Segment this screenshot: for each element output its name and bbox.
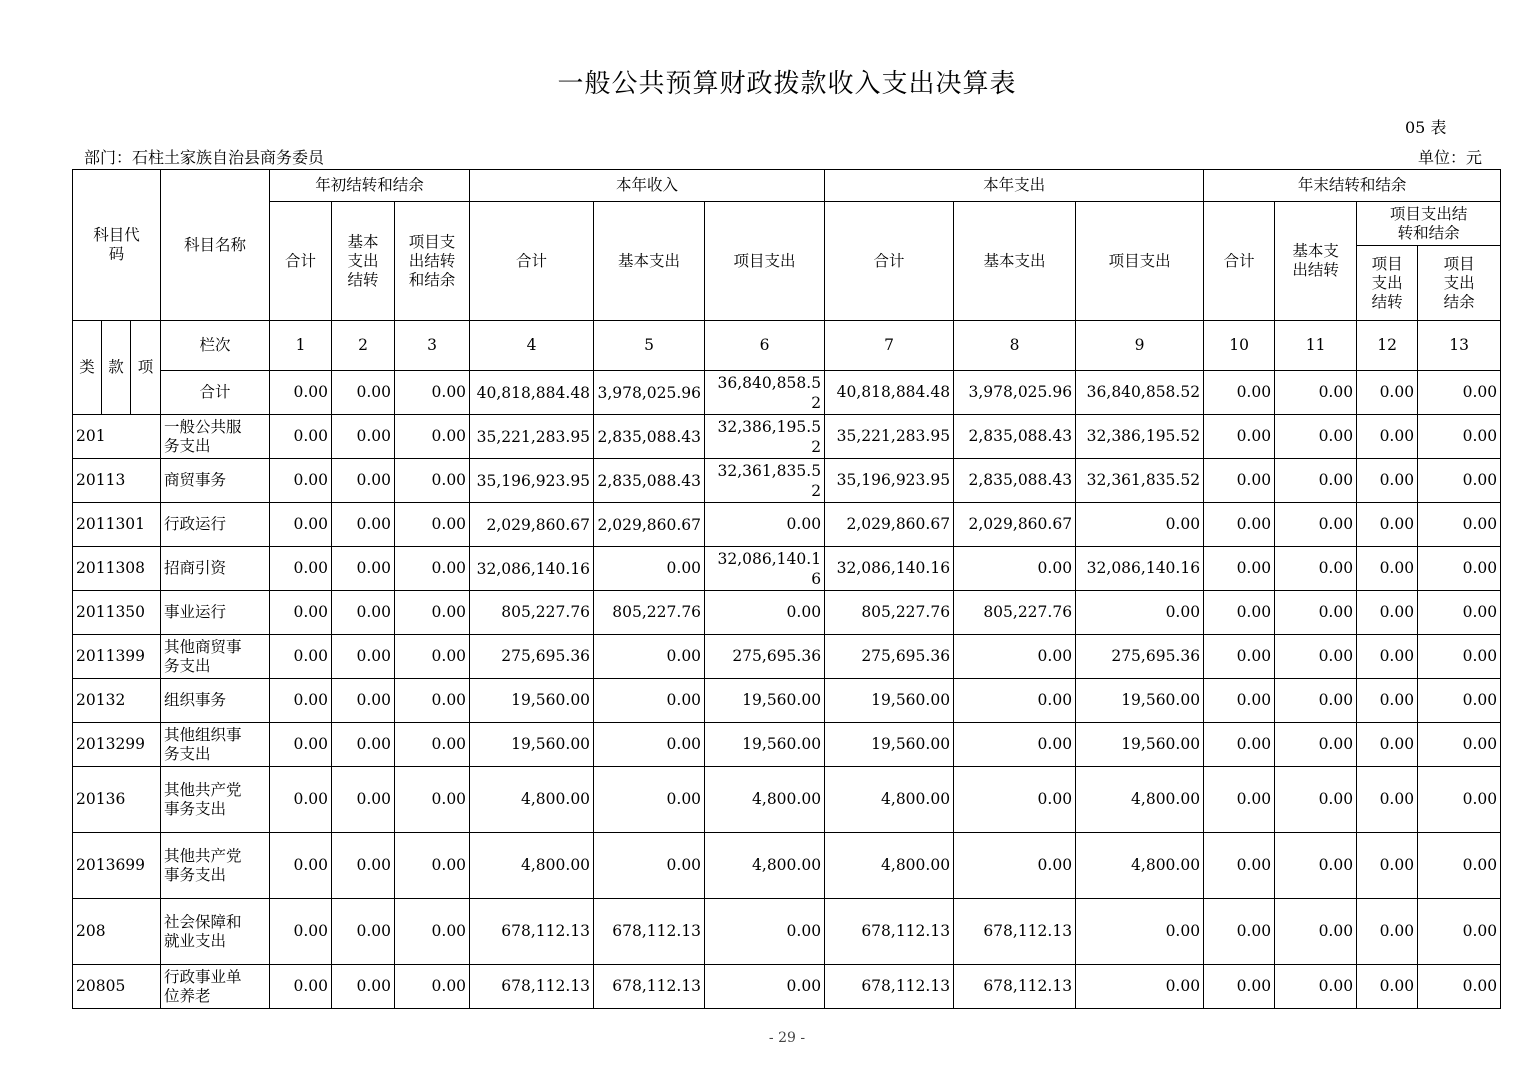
value-cell: 0.00 — [395, 547, 470, 591]
value-cell: 0.00 — [395, 679, 470, 723]
value-cell: 0.00 — [270, 415, 332, 459]
value-cell: 4,800.00 — [825, 767, 954, 833]
department-label: 部门：石柱土家族自治县商务委员 — [84, 148, 325, 167]
value-cell: 2,835,088.43 — [594, 415, 705, 459]
table-row — [73, 723, 1501, 767]
table-row — [73, 899, 1501, 965]
value-cell: 2,029,860.67 — [470, 503, 594, 547]
value-cell: 19,560.00 — [1076, 723, 1204, 767]
subject-code-cell: 2011308 — [73, 547, 161, 591]
value-cell: 0.00 — [594, 635, 705, 679]
col-number: 13 — [1418, 321, 1501, 371]
total-cell: 0.00 — [332, 371, 395, 415]
value-cell: 0.00 — [332, 635, 395, 679]
value-cell: 0.00 — [954, 833, 1076, 899]
value-cell: 0.00 — [1418, 899, 1501, 965]
col-number: 12 — [1357, 321, 1418, 371]
table-row — [73, 415, 1501, 459]
subject-name-cell: 组织事务 — [161, 679, 270, 723]
value-cell: 0.00 — [1275, 547, 1357, 591]
value-cell: 0.00 — [1357, 415, 1418, 459]
table-row — [73, 833, 1501, 899]
value-cell: 2,835,088.43 — [954, 415, 1076, 459]
value-cell: 0.00 — [954, 547, 1076, 591]
subject-code-cell: 2011350 — [73, 591, 161, 635]
budget-table — [72, 169, 1501, 1009]
value-cell: 0.00 — [395, 591, 470, 635]
value-cell: 0.00 — [332, 899, 395, 965]
value-cell: 678,112.13 — [470, 899, 594, 965]
value-cell: 19,560.00 — [1076, 679, 1204, 723]
total-cell: 40,818,884.48 — [470, 371, 594, 415]
col-number: 8 — [954, 321, 1076, 371]
value-cell: 0.00 — [1076, 591, 1204, 635]
header-end-basic: 基本支出结转 — [1275, 202, 1357, 321]
header-income-project: 项目支出 — [705, 202, 825, 321]
value-cell: 19,560.00 — [470, 723, 594, 767]
value-cell: 0.00 — [1275, 767, 1357, 833]
table-body — [73, 415, 1501, 1009]
table-row — [73, 965, 1501, 1009]
value-cell: 2,835,088.43 — [594, 459, 705, 503]
value-cell: 0.00 — [1204, 547, 1275, 591]
value-cell: 35,221,283.95 — [470, 415, 594, 459]
value-cell: 0.00 — [270, 723, 332, 767]
value-cell: 19,560.00 — [705, 723, 825, 767]
value-cell: 0.00 — [395, 459, 470, 503]
value-cell: 805,227.76 — [954, 591, 1076, 635]
value-cell: 32,386,195.52 — [1076, 415, 1204, 459]
value-cell: 0.00 — [1275, 503, 1357, 547]
value-cell: 0.00 — [1418, 965, 1501, 1009]
subject-name-cell: 社会保障和就业支出 — [161, 899, 270, 965]
value-cell: 0.00 — [705, 965, 825, 1009]
value-cell: 805,227.76 — [825, 591, 954, 635]
value-cell: 0.00 — [1204, 635, 1275, 679]
document-title: 一般公共预算财政拨款收入支出决算表 — [557, 69, 1017, 99]
value-cell: 0.00 — [1275, 833, 1357, 899]
table-row — [73, 635, 1501, 679]
header-income-total: 合计 — [470, 202, 594, 321]
col-number: 1 — [270, 321, 332, 371]
value-cell: 0.00 — [1275, 679, 1357, 723]
value-cell: 275,695.36 — [1076, 635, 1204, 679]
value-cell: 0.00 — [1275, 965, 1357, 1009]
value-cell: 0.00 — [270, 503, 332, 547]
subject-code-cell: 20805 — [73, 965, 161, 1009]
value-cell: 805,227.76 — [470, 591, 594, 635]
value-cell: 0.00 — [395, 965, 470, 1009]
total-cell: 0.00 — [395, 371, 470, 415]
value-cell: 0.00 — [270, 899, 332, 965]
value-cell: 19,560.00 — [825, 723, 954, 767]
value-cell: 678,112.13 — [594, 899, 705, 965]
header-expense-project: 项目支出 — [1076, 202, 1204, 321]
value-cell: 0.00 — [594, 833, 705, 899]
total-cell: 36,840,858.52 — [705, 371, 825, 415]
value-cell: 0.00 — [1204, 679, 1275, 723]
value-cell: 678,112.13 — [825, 899, 954, 965]
value-cell: 0.00 — [395, 833, 470, 899]
value-cell: 0.00 — [1357, 767, 1418, 833]
col-number: 7 — [825, 321, 954, 371]
value-cell: 0.00 — [1357, 965, 1418, 1009]
value-cell: 0.00 — [1076, 899, 1204, 965]
value-cell: 0.00 — [270, 679, 332, 723]
value-cell: 0.00 — [395, 899, 470, 965]
subject-code-cell: 208 — [73, 899, 161, 965]
value-cell: 678,112.13 — [594, 965, 705, 1009]
value-cell: 0.00 — [1418, 459, 1501, 503]
value-cell: 0.00 — [332, 459, 395, 503]
value-cell: 0.00 — [1204, 899, 1275, 965]
header-group-end: 年末结转和结余 — [1204, 170, 1501, 202]
header-income-basic: 基本支出 — [594, 202, 705, 321]
value-cell: 0.00 — [332, 503, 395, 547]
header-begin-total: 合计 — [270, 202, 332, 321]
col-number: 2 — [332, 321, 395, 371]
col-number: 11 — [1275, 321, 1357, 371]
value-cell: 0.00 — [395, 503, 470, 547]
subject-code-cell: 20113 — [73, 459, 161, 503]
value-cell: 805,227.76 — [594, 591, 705, 635]
col-number: 5 — [594, 321, 705, 371]
value-cell: 0.00 — [1076, 503, 1204, 547]
total-row-label: 合计 — [161, 371, 270, 415]
subject-name-cell: 行政事业单位养老 — [161, 965, 270, 1009]
value-cell: 0.00 — [332, 547, 395, 591]
value-cell: 0.00 — [1275, 415, 1357, 459]
value-cell: 0.00 — [1204, 833, 1275, 899]
value-cell: 32,086,140.16 — [705, 547, 825, 591]
total-cell: 3,978,025.96 — [594, 371, 705, 415]
value-cell: 0.00 — [1275, 899, 1357, 965]
value-cell: 4,800.00 — [705, 833, 825, 899]
value-cell: 678,112.13 — [470, 965, 594, 1009]
value-cell: 0.00 — [1275, 591, 1357, 635]
value-cell: 0.00 — [270, 591, 332, 635]
value-cell: 0.00 — [270, 965, 332, 1009]
value-cell: 0.00 — [270, 635, 332, 679]
value-cell: 0.00 — [705, 591, 825, 635]
value-cell: 2,835,088.43 — [954, 459, 1076, 503]
value-cell: 35,196,923.95 — [470, 459, 594, 503]
value-cell: 678,112.13 — [954, 965, 1076, 1009]
header-expense-total: 合计 — [825, 202, 954, 321]
value-cell: 2,029,860.67 — [954, 503, 1076, 547]
value-cell: 0.00 — [1275, 459, 1357, 503]
value-cell: 0.00 — [594, 679, 705, 723]
col-number: 10 — [1204, 321, 1275, 371]
header-kuan: 款 — [102, 321, 131, 415]
table-row — [73, 503, 1501, 547]
value-cell: 275,695.36 — [705, 635, 825, 679]
value-cell: 0.00 — [1204, 965, 1275, 1009]
value-cell: 0.00 — [954, 723, 1076, 767]
value-cell: 0.00 — [270, 547, 332, 591]
header-begin-basic: 基本支出结转 — [332, 202, 395, 321]
header-end-project-carry: 项目支出结转 — [1357, 246, 1418, 321]
value-cell: 0.00 — [1275, 635, 1357, 679]
value-cell: 0.00 — [395, 723, 470, 767]
header-xiang: 项 — [131, 321, 161, 415]
value-cell: 32,386,195.52 — [705, 415, 825, 459]
unit-label: 单位：元 — [1418, 148, 1483, 167]
col-number: 9 — [1076, 321, 1204, 371]
value-cell: 0.00 — [954, 767, 1076, 833]
header-group-expense: 本年支出 — [825, 170, 1204, 202]
value-cell: 0.00 — [1418, 635, 1501, 679]
total-row — [73, 371, 1501, 415]
header-column-label: 栏次 — [161, 321, 270, 371]
value-cell: 0.00 — [1357, 635, 1418, 679]
value-cell: 32,086,140.16 — [1076, 547, 1204, 591]
subject-code-cell: 20136 — [73, 767, 161, 833]
value-cell: 0.00 — [705, 899, 825, 965]
total-cell: 0.00 — [1275, 371, 1357, 415]
value-cell: 0.00 — [1418, 503, 1501, 547]
value-cell: 0.00 — [1357, 459, 1418, 503]
value-cell: 0.00 — [395, 415, 470, 459]
value-cell: 0.00 — [332, 679, 395, 723]
value-cell: 35,196,923.95 — [825, 459, 954, 503]
value-cell: 0.00 — [1204, 767, 1275, 833]
header-subject-code: 科目代码 — [73, 170, 161, 321]
value-cell: 2,029,860.67 — [594, 503, 705, 547]
header-lei: 类 — [73, 321, 102, 415]
value-cell: 0.00 — [270, 459, 332, 503]
total-cell: 0.00 — [270, 371, 332, 415]
subject-code-cell: 201 — [73, 415, 161, 459]
value-cell: 0.00 — [1357, 547, 1418, 591]
value-cell: 4,800.00 — [825, 833, 954, 899]
value-cell: 0.00 — [705, 503, 825, 547]
value-cell: 0.00 — [1357, 591, 1418, 635]
header-group-income: 本年收入 — [470, 170, 825, 202]
value-cell: 0.00 — [332, 415, 395, 459]
value-cell: 32,086,140.16 — [470, 547, 594, 591]
value-cell: 0.00 — [1076, 965, 1204, 1009]
value-cell: 0.00 — [332, 965, 395, 1009]
value-cell: 275,695.36 — [825, 635, 954, 679]
value-cell: 35,221,283.95 — [825, 415, 954, 459]
subject-code-cell: 2013699 — [73, 833, 161, 899]
value-cell: 0.00 — [1204, 459, 1275, 503]
value-cell: 678,112.13 — [825, 965, 954, 1009]
value-cell: 0.00 — [1357, 503, 1418, 547]
form-number: 05 表 — [1405, 118, 1447, 137]
value-cell: 0.00 — [1357, 899, 1418, 965]
value-cell: 4,800.00 — [1076, 767, 1204, 833]
subject-name-cell: 其他商贸事务支出 — [161, 635, 270, 679]
value-cell: 0.00 — [594, 723, 705, 767]
subject-code-cell: 2011301 — [73, 503, 161, 547]
value-cell: 32,361,835.52 — [1076, 459, 1204, 503]
table-row — [73, 459, 1501, 503]
header-end-total: 合计 — [1204, 202, 1275, 321]
value-cell: 0.00 — [1357, 723, 1418, 767]
value-cell: 0.00 — [1418, 547, 1501, 591]
value-cell: 0.00 — [1418, 767, 1501, 833]
value-cell: 2,029,860.67 — [825, 503, 954, 547]
value-cell: 275,695.36 — [470, 635, 594, 679]
subject-name-cell: 其他组织事务支出 — [161, 723, 270, 767]
subject-name-cell: 行政运行 — [161, 503, 270, 547]
header-end-project-balance: 项目支出结余 — [1418, 246, 1501, 321]
value-cell: 0.00 — [1204, 591, 1275, 635]
value-cell: 0.00 — [1357, 679, 1418, 723]
total-cell: 0.00 — [1357, 371, 1418, 415]
header-subject-name: 科目名称 — [161, 170, 270, 321]
subject-code-cell: 2013299 — [73, 723, 161, 767]
value-cell: 0.00 — [270, 767, 332, 833]
value-cell: 0.00 — [594, 767, 705, 833]
table-row — [73, 547, 1501, 591]
value-cell: 4,800.00 — [470, 833, 594, 899]
value-cell: 19,560.00 — [705, 679, 825, 723]
subject-code-cell: 2011399 — [73, 635, 161, 679]
total-cell: 36,840,858.52 — [1076, 371, 1204, 415]
value-cell: 0.00 — [1204, 503, 1275, 547]
value-cell: 0.00 — [594, 547, 705, 591]
table-row — [73, 591, 1501, 635]
value-cell: 4,800.00 — [470, 767, 594, 833]
subject-name-cell: 招商引资 — [161, 547, 270, 591]
value-cell: 19,560.00 — [825, 679, 954, 723]
value-cell: 0.00 — [332, 833, 395, 899]
value-cell: 0.00 — [1418, 679, 1501, 723]
value-cell: 0.00 — [954, 635, 1076, 679]
value-cell: 32,086,140.16 — [825, 547, 954, 591]
total-cell: 0.00 — [1204, 371, 1275, 415]
value-cell: 0.00 — [1418, 723, 1501, 767]
value-cell: 0.00 — [332, 591, 395, 635]
header-group-begin: 年初结转和结余 — [270, 170, 470, 202]
header-begin-project: 项目支出结转和结余 — [395, 202, 470, 321]
value-cell: 0.00 — [1357, 833, 1418, 899]
col-number: 6 — [705, 321, 825, 371]
value-cell: 4,800.00 — [1076, 833, 1204, 899]
subject-code-cell: 20132 — [73, 679, 161, 723]
subject-name-cell: 一般公共服务支出 — [161, 415, 270, 459]
value-cell: 0.00 — [1204, 415, 1275, 459]
page-number: - 29 - — [768, 1030, 806, 1046]
value-cell: 0.00 — [1418, 833, 1501, 899]
subject-name-cell: 其他共产党事务支出 — [161, 833, 270, 899]
value-cell: 0.00 — [332, 723, 395, 767]
value-cell: 0.00 — [395, 767, 470, 833]
subject-name-cell: 商贸事务 — [161, 459, 270, 503]
value-cell: 0.00 — [395, 635, 470, 679]
header-expense-basic: 基本支出 — [954, 202, 1076, 321]
value-cell: 32,361,835.52 — [705, 459, 825, 503]
table-row — [73, 767, 1501, 833]
value-cell: 0.00 — [270, 833, 332, 899]
col-number: 3 — [395, 321, 470, 371]
total-cell: 40,818,884.48 — [825, 371, 954, 415]
total-cell: 3,978,025.96 — [954, 371, 1076, 415]
subject-name-cell: 其他共产党事务支出 — [161, 767, 270, 833]
value-cell: 0.00 — [1275, 723, 1357, 767]
value-cell: 0.00 — [1418, 591, 1501, 635]
col-number: 4 — [470, 321, 594, 371]
value-cell: 19,560.00 — [470, 679, 594, 723]
table-row — [73, 679, 1501, 723]
header-end-project-group: 项目支出结转和结余 — [1357, 202, 1501, 246]
value-cell: 4,800.00 — [705, 767, 825, 833]
value-cell: 0.00 — [954, 679, 1076, 723]
subject-name-cell: 事业运行 — [161, 591, 270, 635]
value-cell: 0.00 — [1204, 723, 1275, 767]
value-cell: 678,112.13 — [954, 899, 1076, 965]
total-cell: 0.00 — [1418, 371, 1501, 415]
value-cell: 0.00 — [1418, 415, 1501, 459]
value-cell: 0.00 — [332, 767, 395, 833]
